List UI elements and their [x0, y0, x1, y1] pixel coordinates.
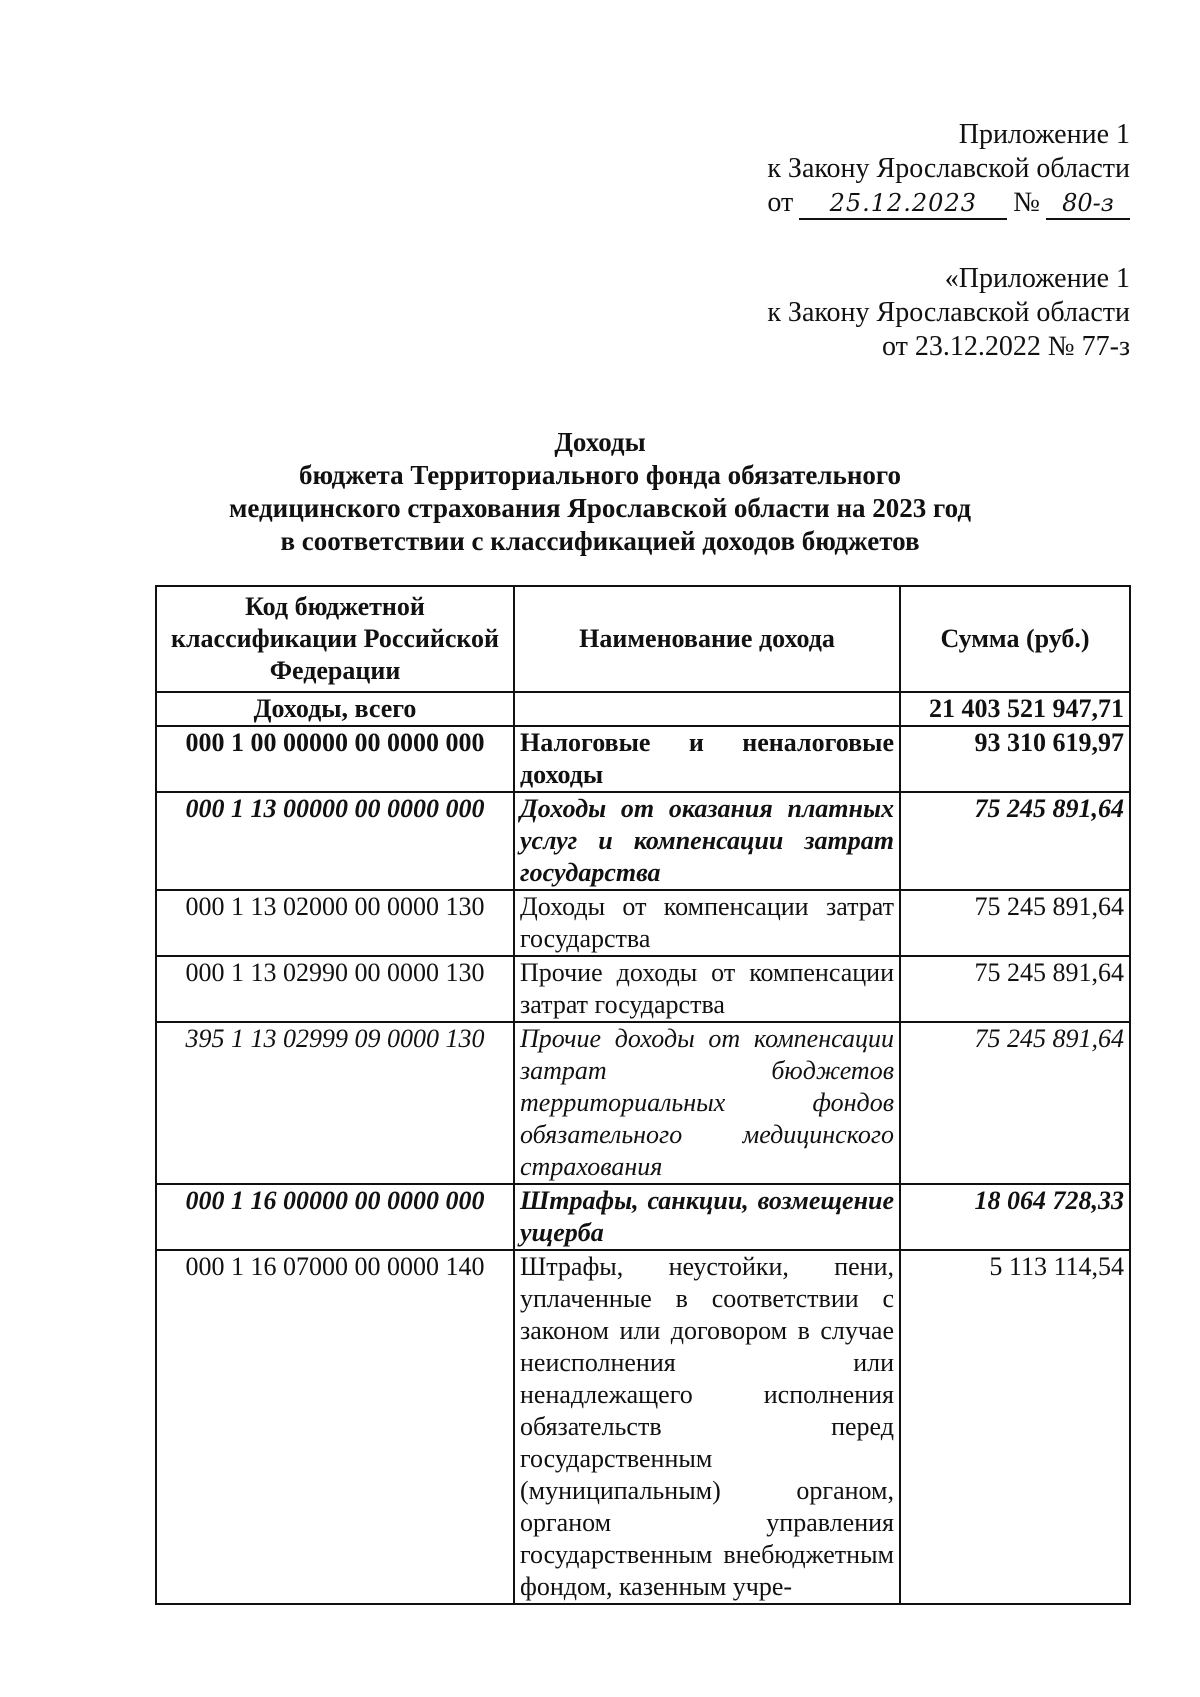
table-row	[156, 956, 1130, 1022]
row-name: Штрафы, неустойки, пени, уплаченные в соответствии с законом или договором в случае неисполнения или ненадлежащего исполнения обязательств перед государственным (муниципальным) органом, органом управления государственным внебюджетным фондом, казенным учре-	[514, 1250, 900, 1604]
handwritten-number: 80-з	[1046, 188, 1130, 220]
table-row	[156, 792, 1130, 890]
row-sum: 5 113 114,54	[900, 1250, 1130, 1604]
row-code: 000 1 16 07000 00 0000 140	[156, 1250, 514, 1604]
handwritten-date: 25.12.2023	[799, 188, 1007, 220]
row-name: Штрафы, санкции, возмещение ущерба	[514, 1184, 900, 1250]
row-sum: 75 245 891,64	[900, 1022, 1130, 1184]
appendix-header	[767, 118, 1130, 220]
appendix-date-line	[767, 186, 1130, 220]
previous-appendix-header	[767, 262, 1130, 364]
header-code: Код бюджетной классификации Российской Федерации	[156, 586, 514, 692]
row-name: Прочие доходы от компенсации затрат бюджетов территориальных фондов обязательного медицинского страхования	[514, 1022, 900, 1184]
row-name: Доходы от компенсации затрат государства	[514, 890, 900, 956]
income-table	[155, 585, 1131, 1605]
row-sum: 75 245 891,64	[900, 890, 1130, 956]
row-name: Прочие доходы от компенсации затрат государства	[514, 956, 900, 1022]
row-code: 000 1 13 00000 00 0000 000	[156, 792, 514, 890]
table-row-total	[156, 692, 1130, 726]
title-line2: бюджета Территориального фонда обязательного	[299, 460, 901, 490]
number-sign: №	[1013, 187, 1040, 218]
appendix-prefix: от	[767, 187, 794, 218]
row-name	[514, 692, 900, 726]
previous-appendix-line1: «Приложение 1	[944, 263, 1130, 294]
header-sum: Сумма (руб.)	[900, 586, 1130, 692]
appendix-line2: к Закону Ярославской области	[767, 153, 1130, 184]
title-line4: в соответствии с классификацией доходов бюджетов	[280, 526, 920, 556]
table-row	[156, 726, 1130, 792]
row-name: Доходы от оказания платных услуг и компенсации затрат государства	[514, 792, 900, 890]
row-code: 000 1 13 02990 00 0000 130	[156, 956, 514, 1022]
table-row	[156, 1184, 1130, 1250]
previous-appendix-line3: от 23.12.2022 № 77-з	[882, 331, 1130, 362]
header-name: Наименование дохода	[514, 586, 900, 692]
row-sum: 75 245 891,64	[900, 792, 1130, 890]
table-row	[156, 890, 1130, 956]
title-line1: Доходы	[554, 427, 646, 457]
row-sum: 75 245 891,64	[900, 956, 1130, 1022]
row-code: 000 1 13 02000 00 0000 130	[156, 890, 514, 956]
row-code: 000 1 16 00000 00 0000 000	[156, 1184, 514, 1250]
row-name: Налоговые и неналоговые доходы	[514, 726, 900, 792]
previous-appendix-line2: к Закону Ярославской области	[767, 297, 1130, 328]
table-row	[156, 1022, 1130, 1184]
document-title	[0, 426, 1200, 558]
row-code: 000 1 00 00000 00 0000 000	[156, 726, 514, 792]
row-sum: 18 064 728,33	[900, 1184, 1130, 1250]
row-code: Доходы, всего	[156, 692, 514, 726]
table-header-row	[156, 586, 1130, 692]
appendix-line1: Приложение 1	[958, 119, 1130, 150]
row-sum: 21 403 521 947,71	[900, 692, 1130, 726]
row-code: 395 1 13 02999 09 0000 130	[156, 1022, 514, 1184]
title-line3: медицинского страхования Ярославской области на 2023 год	[229, 493, 971, 523]
table-row	[156, 1250, 1130, 1604]
row-sum: 93 310 619,97	[900, 726, 1130, 792]
